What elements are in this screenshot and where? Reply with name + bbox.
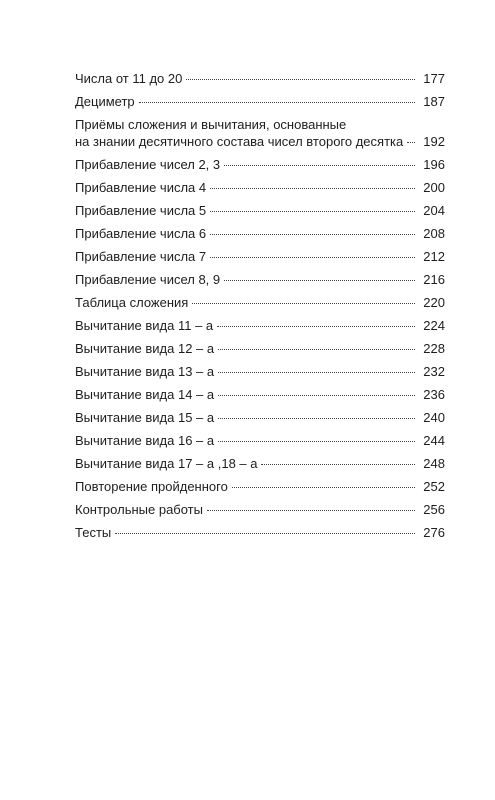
leader-dots	[218, 395, 415, 396]
leader-dots	[407, 142, 415, 143]
toc-entry-page: 177	[423, 71, 445, 86]
toc-entry	[75, 225, 445, 242]
leader-dots	[218, 418, 415, 419]
leader-dots	[218, 441, 415, 442]
leader-dots	[218, 349, 415, 350]
toc-entry-page: 228	[423, 341, 445, 356]
leader-dots	[186, 79, 415, 80]
toc-entry-title: Прибавление числа 6	[75, 226, 207, 241]
toc-entry-title: Прибавление числа 7	[75, 249, 207, 264]
leader-dots	[261, 464, 415, 465]
toc-entry-title: Таблица сложения	[75, 295, 189, 310]
toc-entry	[75, 501, 445, 518]
toc-entry-title: Числа от 11 до 20	[75, 71, 183, 86]
leader-dots	[218, 372, 415, 373]
toc-entry-page: 187	[423, 94, 445, 109]
leader-dots	[210, 234, 415, 235]
toc-entry-title: Вычитание вида 13 – а	[75, 364, 215, 379]
toc-entry-page: 244	[423, 433, 445, 448]
toc-entry	[75, 317, 445, 334]
toc-entry-page: 192	[423, 134, 445, 149]
toc-entry-page: 220	[423, 295, 445, 310]
toc-entry-page: 212	[423, 249, 445, 264]
toc-entry-title: Приёмы сложения и вычитания, основанные	[75, 117, 347, 132]
leader-dots	[210, 211, 415, 212]
toc-entry	[75, 116, 445, 150]
toc-entry	[75, 202, 445, 219]
table-of-contents	[75, 70, 445, 547]
toc-entry-title-continued: на знании десятичного состава чисел второго десятка	[75, 134, 404, 149]
toc-entry-page: 208	[423, 226, 445, 241]
toc-entry-title: Прибавление чисел 8, 9	[75, 272, 221, 287]
toc-entry-title: Контрольные работы	[75, 502, 203, 517]
toc-entry-page: 232	[423, 364, 445, 379]
toc-entry-title: Вычитание вида 16 – а	[75, 433, 215, 448]
toc-entry-title: Прибавление числа 4	[75, 180, 207, 195]
toc-entry-page: 252	[423, 479, 445, 494]
toc-entry	[75, 271, 445, 288]
toc-entry-page: 216	[423, 272, 445, 287]
toc-entry	[75, 432, 445, 449]
toc-entry-title: Дециметр	[75, 94, 135, 109]
toc-entry-title: Повторение пройденного	[75, 479, 228, 494]
toc-entry-page: 204	[423, 203, 445, 218]
toc-entry	[75, 386, 445, 403]
toc-entry	[75, 409, 445, 426]
toc-entry-page: 240	[423, 410, 445, 425]
toc-entry-title: Вычитание вида 15 – а	[75, 410, 215, 425]
toc-entry	[75, 179, 445, 196]
toc-entry-title: Вычитание вида 12 – а	[75, 341, 215, 356]
toc-entry-page: 248	[423, 456, 445, 471]
toc-entry-title: Тесты	[75, 525, 112, 540]
leader-dots	[207, 510, 415, 511]
toc-entry-title: Вычитание вида 17 – а ,18 – а	[75, 456, 258, 471]
leader-dots	[232, 487, 415, 488]
toc-entry-page: 200	[423, 180, 445, 195]
toc-entry	[75, 156, 445, 173]
toc-entry	[75, 363, 445, 380]
toc-entry	[75, 93, 445, 110]
toc-entry-page: 236	[423, 387, 445, 402]
leader-dots	[139, 102, 415, 103]
leader-dots	[224, 280, 415, 281]
toc-entry-page: 276	[423, 525, 445, 540]
toc-entry-title: Прибавление чисел 2, 3	[75, 157, 221, 172]
toc-entry	[75, 524, 445, 541]
toc-entry	[75, 455, 445, 472]
leader-dots	[192, 303, 415, 304]
leader-dots	[210, 188, 415, 189]
toc-entry	[75, 294, 445, 311]
leader-dots	[115, 533, 415, 534]
toc-entry-page: 224	[423, 318, 445, 333]
toc-entry-title: Вычитание вида 11 – а	[75, 318, 214, 333]
toc-entry	[75, 340, 445, 357]
leader-dots	[210, 257, 415, 258]
toc-entry-page: 256	[423, 502, 445, 517]
toc-entry-title: Прибавление числа 5	[75, 203, 207, 218]
toc-entry	[75, 248, 445, 265]
toc-entry	[75, 478, 445, 495]
toc-entry-title: Вычитание вида 14 – а	[75, 387, 215, 402]
leader-dots	[224, 165, 415, 166]
toc-entry	[75, 70, 445, 87]
toc-entry-page: 196	[423, 157, 445, 172]
leader-dots	[217, 326, 415, 327]
